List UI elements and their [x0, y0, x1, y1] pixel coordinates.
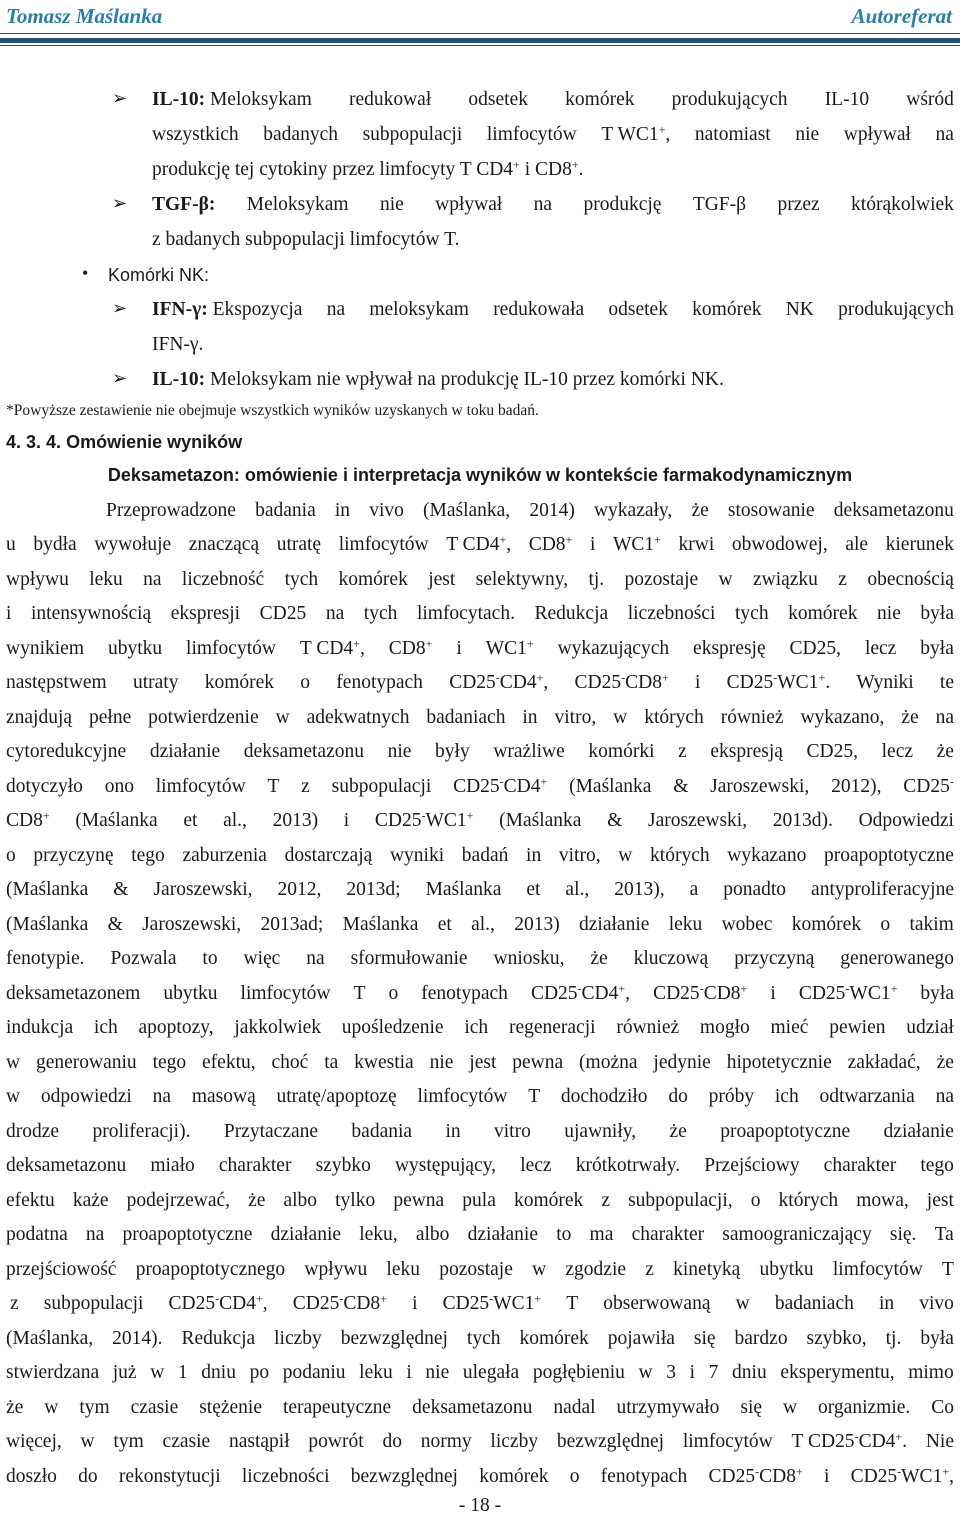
- header-rule-thick: [0, 38, 960, 43]
- nk-il10-text: Meloksykam nie wpływał na produkcję IL-10 przez komórki NK.: [209, 369, 724, 390]
- tgf-label: TGF-β:: [152, 194, 216, 215]
- nk-il10-label: IL-10:: [152, 369, 206, 390]
- section-title: Omówienie wyników: [66, 432, 243, 452]
- page-header: [0, 0, 960, 40]
- arrow-bullet-icon: ➢: [112, 88, 128, 108]
- header-rule: [0, 45, 960, 46]
- bullet-dot-icon: •: [82, 263, 89, 283]
- nk-il10-line: [152, 368, 724, 392]
- page-number: - 18 -: [458, 1495, 502, 1516]
- il10-line-3: produkcję tej cytokiny przez limfocyty T CD4+ i CD8+.: [152, 157, 584, 180]
- il10-line-1: IL-10: Meloksykam redukował odsetek komórek produkujących IL-10 wśród: [152, 89, 954, 110]
- ifn-line-2: IFN-γ.: [152, 334, 204, 355]
- section-heading: [6, 430, 242, 454]
- arrow-bullet-icon: ➢: [112, 368, 128, 388]
- ifn-label: IFN-γ:: [152, 299, 208, 320]
- header-rule: [0, 33, 960, 34]
- il10-line-2: wszystkich badanych subpopulacji limfocytów T WC1+, natomiast nie wpływał na: [152, 122, 954, 145]
- ifn-line-1: IFN-γ: Ekspozycja na meloksykam redukowała odsetek komórek NK produkujących: [152, 299, 954, 320]
- header-title: Autoreferat: [851, 4, 952, 28]
- arrow-bullet-icon: ➢: [112, 298, 128, 318]
- header-author: Tomasz Maślanka: [6, 4, 163, 28]
- footnote: *Powyższe zestawienie nie obejmuje wszystkich wyników uzyskanych w toku badań.: [6, 402, 539, 419]
- il10-label: IL-10:: [152, 89, 206, 110]
- nk-heading: Komórki NK:: [108, 265, 210, 285]
- section-subheading: Deksametazon: omówienie i interpretacja wyników w kontekście farmakodynamicznym: [107, 465, 853, 485]
- tgf-line-2: z badanych subpopulacji limfocytów T.: [152, 229, 460, 250]
- arrow-bullet-icon: ➢: [112, 193, 128, 213]
- tgf-line-1: TGF-β: Meloksykam nie wpływał na produkcję TGF-β przez którąkolwiek: [152, 194, 954, 215]
- section-number: 4. 3. 4.: [6, 432, 62, 452]
